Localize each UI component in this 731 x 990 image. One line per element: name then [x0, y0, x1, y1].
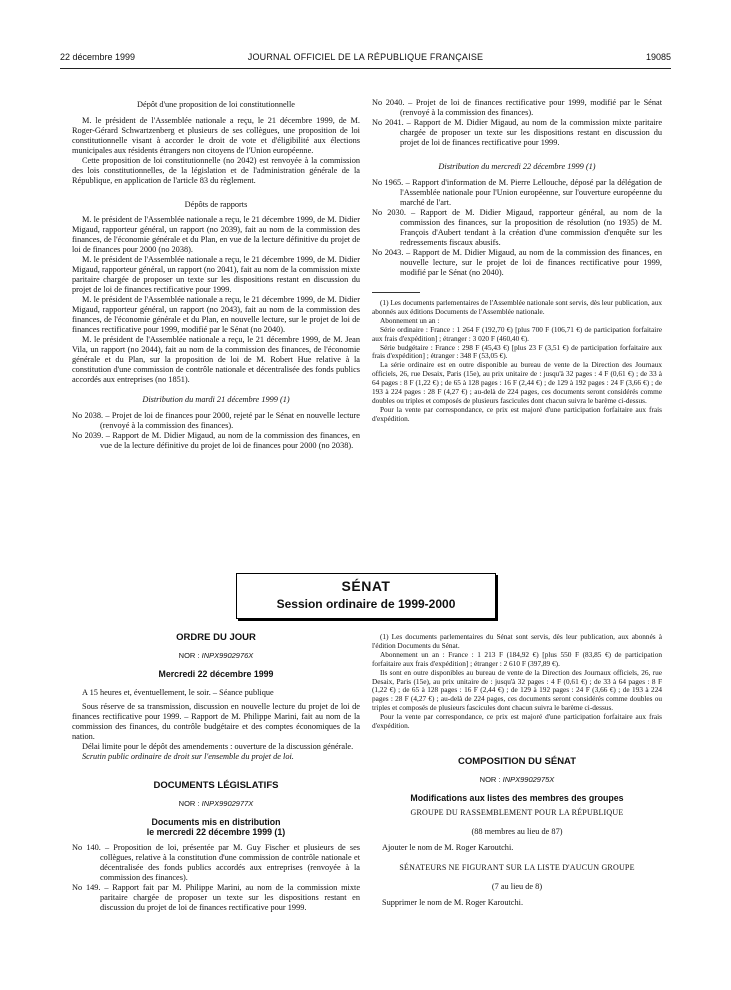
group-action: Ajouter le nom de M. Roger Karoutchi. — [382, 842, 514, 852]
footnote: Série ordinaire : France : 1 264 F (192,70 €) [plus 700 F (106,71 €) de participation forfaitaire aux frais d'expédition] ; étranger : 3 020 F (460,40 €). — [372, 324, 662, 343]
footnotes — [372, 633, 662, 731]
list-item: No 2041. – Rapport de M. Didier Migaud, au nom de la commission mixte paritaire chargée de proposer un texte sur les dispositions restant en discussion du projet de loi de finances rectificative pour 1999. — [372, 118, 662, 147]
footnote: Pour la vente par correspondance, ce prix est majoré d'une participation forfaitaire aux frais d'expédition. — [372, 404, 662, 423]
list-item: No 149. – Rapport fait par M. Philippe Marini, au nom de la commission mixte paritaire chargée de proposer un texte sur les dispositions restant en discussion du projet de loi de finances rectificative pour 1999. — [72, 883, 360, 912]
header-rule — [60, 68, 671, 69]
group-name: GROUPE DU RASSEMBLEMENT POUR LA RÉPUBLIQUE — [410, 807, 624, 817]
footnote: Série budgétaire : France : 298 F (45,43 €) [plus 23 F (3,51 €) de participation forfaitaire aux frais d'expédition] ; étranger : 348 F (53,05 €). — [372, 342, 662, 361]
footnotes — [372, 299, 662, 424]
paragraph: Délai limite pour le dépôt des amendements : ouverture de la discussion générale. — [82, 742, 354, 751]
footnote: (1) Les documents parlementaires de l'Assemblée nationale sont servis, dès leur publication, aux abonnés aux éditions Documents de l'Assemblée nationale. — [372, 298, 662, 316]
paragraph: Scrutin public ordinaire de droit sur l'ensemble du projet de loi. — [82, 752, 294, 761]
list-item: No 140. – Proposition de loi, présentée par M. Guy Fischer et plusieurs de ses collègues, relative à la constitution d'une commission de contrôle nationale et décentralisée des fonds publics accordés aux entreprises (renvoyée à la commission des finances). — [72, 843, 360, 882]
footnote: La série ordinaire est en outre disponible au bureau de vente de la Direction des Journaux officiels, 26, rue Desaix, Paris (15e), au prix unitaire de : jusqu'à 32 pages : 4 F (0,61 €) ; de 33 à 64 pages : 8 F (1,22 €) ; de 65 à 128 pages : 16 F (2,44 €) ; de 129 à 192 pages : 24 F (3,66 €) ; de 193 à 224 pages : 28 F (4,27 €) ; au-delà de 224 pages, ces documents seront considérés comme doubles ou triples et composés de plusieurs fascicules dont chacun suivra le barème ci-dessus. — [372, 360, 662, 405]
paragraph: Sous réserve de sa transmission, discussion en nouvelle lecture du projet de loi de finances rectificative pour 1999. – Rapport de M. Philippe Marini, fait au nom de la commission des finances, du contrôle budgétaire et des comptes économiques de la nation. — [72, 702, 360, 741]
paragraph: M. le président de l'Assemblée nationale a reçu, le 21 décembre 1999, de M. Didier Migaud, rapporteur général, un rapport (no 2039), fait au nom de la commission des finances, de l'économie générale et du Plan, en vue de la lecture définitive du projet de loi de finances pour 2000 (no 2038). — [72, 215, 360, 254]
list-item: No 2030. – Rapport de M. Didier Migaud, rapporteur général, au nom de la commission des finances, sur la proposition de résolution (no 1935) de M. François d'Aubert tendant à la création d'une commission d'enquête sur les redressements fiscaux abusifs. — [372, 208, 662, 247]
senat-banner — [236, 573, 496, 619]
nor-reference — [72, 651, 360, 661]
column-senat-right — [372, 633, 662, 908]
journal-title: JOURNAL OFFICIEL DE LA RÉPUBLIQUE FRANÇAISE — [247, 52, 484, 62]
footnote: (1) Les documents parlementaires du Sénat sont servis, dès leur publication, aux abonnés à l'édition Documents du Sénat. — [372, 632, 662, 650]
footnote: Pour la vente par correspondance, ce prix est majoré d'une participation forfaitaire aux frais d'expédition. — [372, 712, 662, 731]
ordre-du-jour-heading: ORDRE DU JOUR — [176, 632, 256, 643]
documents-subheading: Documents mis en distribution — [151, 817, 281, 827]
list-item: No 2043. – Rapport de M. Didier Migaud, au nom de la commission des finances, en nouvelle lecture, sur le projet de loi de finances rectificative pour 1999, modifié par le Sénat (no 2040). — [372, 248, 662, 277]
paragraph: M. le président de l'Assemblée nationale a reçu, le 21 décembre 1999, de M. Jean Vila, un rapport (no 2044), fait au nom de la commission des finances, de l'économie générale et du Plan, sur la proposition de loi de M. Robert Hue relative à la constitution d'une commission de contrôle nationale et décentralisée des fonds publics accordés aux entreprises (no 1851). — [72, 335, 360, 384]
paragraph: Cette proposition de loi constitutionnelle (no 2042) est renvoyée à la commission des lois constitutionnelles, de la législation et de l'administration générale de la République, en application de l'article 83 du règlement. — [72, 156, 360, 185]
section-title-depot: Dépôt d'une proposition de loi constitutionnelle — [137, 100, 295, 109]
distribution-heading: Distribution du mardi 21 décembre 1999 (1) — [142, 395, 290, 404]
group-action: Supprimer le nom de M. Roger Karoutchi. — [382, 897, 524, 907]
documents-subheading: le mercredi 22 décembre 1999 (1) — [146, 827, 286, 837]
list-item: No 2040. – Projet de loi de finances rectificative pour 1999, modifié par le Sénat (renvoyé à la commission des finances). — [372, 98, 662, 117]
nor-reference — [372, 775, 662, 785]
session-title: Session ordinaire de 1999-2000 — [276, 597, 456, 611]
paragraph: M. le président de l'Assemblée nationale a reçu, le 21 décembre 1999, de M. Roger-Gérard Schwartzenberg et plusieurs de ses collègues, une proposition de loi constitutionnelle visant à accorder le droit de vote et d'éligibilité aux élections municipales aux résidents étrangers non citoyens de l'Union européenne. — [72, 116, 360, 155]
list-item: No 2039. – Rapport de M. Didier Migaud, au nom de la commission des finances, en vue de la lecture définitive du projet de loi de finances pour 2000 (no 2038). — [72, 431, 360, 450]
composition-heading: COMPOSITION DU SÉNAT — [457, 755, 577, 767]
nor-label: NOR : — [178, 799, 200, 808]
page-header — [60, 52, 671, 66]
paragraph: M. le président de l'Assemblée nationale a reçu, le 21 décembre 1999, de M. Didier Migaud, rapporteur général, un rapport (no 2041), fait au nom de la commission mixte paritaire chargée de proposer un texte sur les dispositions restant en discussion du projet de loi de finances rectificative pour 1999. — [72, 255, 360, 294]
group-count: (7 au lieu de 8) — [491, 881, 543, 891]
column-senat-left — [72, 633, 360, 913]
documents-heading: DOCUMENTS LÉGISLATIFS — [153, 780, 279, 791]
nor-code: INPX9902975X — [502, 774, 555, 784]
paragraph: M. le président de l'Assemblée nationale a reçu, le 21 décembre 1999, de M. Didier Migaud, rapporteur général, un rapport (no 2043), fait au nom de la commission des finances, de l'économie générale et du Plan, en nouvelle lecture, sur le projet de loi de finances rectificative pour 1999, modifié par le Sénat (no 2040). — [72, 295, 360, 334]
nor-label: NOR : — [178, 651, 200, 660]
group-name: SÉNATEURS NE FIGURANT SUR LA LISTE D'AUCUN GROUPE — [399, 862, 635, 872]
senat-title: SÉNAT — [341, 578, 391, 594]
date-heading: Mercredi 22 décembre 1999 — [158, 669, 274, 679]
paragraph: A 15 heures et, éventuellement, le soir. – Séance publique — [82, 688, 274, 697]
distribution-heading: Distribution du mercredi 22 décembre 1999 (1) — [438, 162, 596, 171]
page-number: 19085 — [645, 52, 671, 62]
list-item: No 2038. – Projet de loi de finances pour 2000, rejeté par le Sénat en nouvelle lecture (renvoyé à la commission des finances). — [72, 411, 360, 430]
nor-code: INPX9902977X — [201, 799, 254, 808]
modifications-heading: Modifications aux listes des membres des groupes — [410, 792, 624, 803]
footnote: Abonnement un an : France : 1 213 F (184,92 €) [plus 550 F (83,85 €) de participation forfaitaire aux frais d'expédition] ; étranger : 2 610 F (397,89 €). — [372, 649, 662, 668]
column-assemblee-left — [72, 100, 360, 451]
section-title-rapports: Dépôts de rapports — [184, 200, 248, 209]
nor-label: NOR : — [479, 774, 501, 784]
nor-code: INPX9902976X — [201, 651, 254, 660]
header-date: 22 décembre 1999 — [60, 52, 136, 62]
footnote: Ils sont en outre disponibles au bureau de vente de la Direction des Journaux officiels, 26, rue Desaix, Paris (15e), au prix unitaire de : jusqu'à 32 pages : 4 F (0,61 €) ; de 33 à 64 pages : 8 F (1,22 €) ; de 65 à 128 pages : 16 F (2,44 €) ; de 129 à 192 pages : 24 F (3,66 €) ; de 193 à 224 pages : 28 F (4,27 €) ; au-delà de 224 pages, ces documents seront considérés comme doubles ou triples et composés de plusieurs fascicules dont chacun suivra le barème ci-dessus. — [372, 667, 662, 713]
column-assemblee-right — [372, 98, 662, 424]
group-count: (88 membres au lieu de 87) — [471, 826, 563, 836]
footnote: Abonnement un an : — [380, 315, 440, 325]
footnote-separator — [372, 292, 420, 293]
list-item: No 1965. – Rapport d'information de M. Pierre Lellouche, déposé par la délégation de l'Assemblée nationale pour l'Union européenne, sur l'ouverture européenne du marché de l'art. — [372, 178, 662, 207]
nor-reference — [72, 799, 360, 809]
